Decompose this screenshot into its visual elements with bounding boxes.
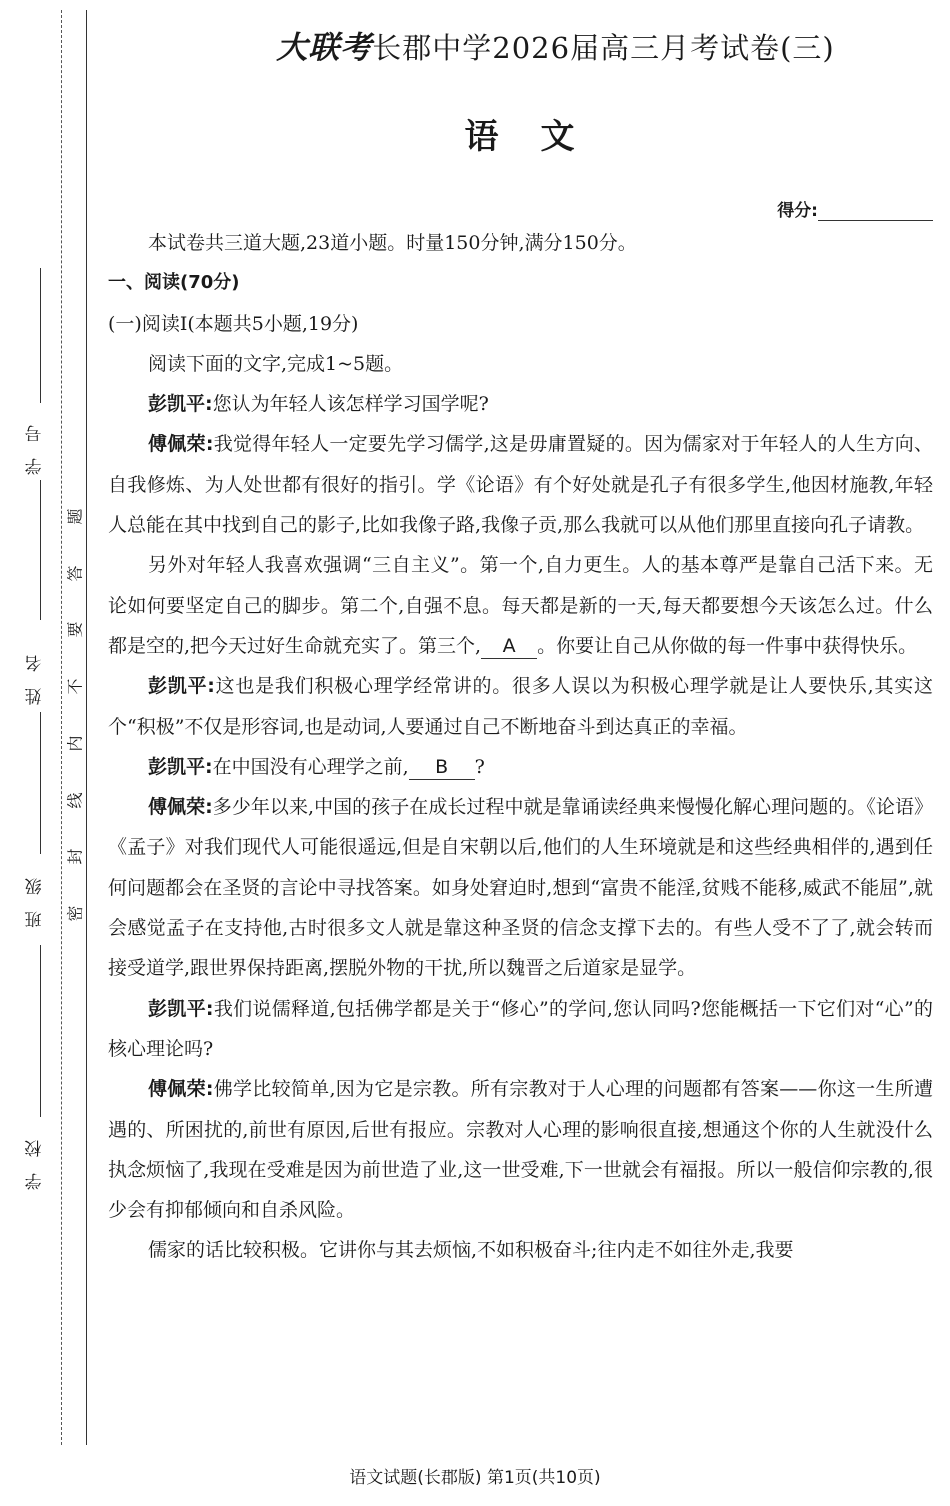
dialogue-text: 。你要让自己从你做的每一件事中获得快乐。 (537, 634, 918, 657)
subject-title: 语文 (464, 117, 617, 157)
dialogue-paragraph (108, 989, 933, 1070)
speaker-name: 彭凯平: (148, 997, 214, 1020)
solid-margin-line (86, 10, 87, 1445)
name-label: 姓名 (25, 639, 46, 705)
dialogue-paragraph (108, 1069, 933, 1230)
dialogue-text: 您认为年轻人该怎样学习国学呢? (212, 393, 489, 416)
class-field[interactable] (40, 712, 41, 854)
exam-title (178, 22, 933, 67)
exam-brand: 大联考 (276, 30, 373, 66)
seal-char: 答 (65, 565, 85, 582)
speaker-name: 傅佩荣: (148, 1078, 214, 1101)
student-id-field[interactable] (40, 268, 41, 403)
dialogue-text: 另外对年轻人我喜欢强调“三自主义”。第一个,自力更生。人的基本尊严是靠自己活下来。无论如何要坚定自己的脚步。第二个,自强不息。每天都是新的一天,每天都要想今天该怎么过。什么都是空的,把今天过好生命就充实了。第三个, (108, 554, 933, 657)
class-label: 班级 (25, 862, 46, 928)
exam-title-text: 长郡中学2026届高三月考试卷(三) (372, 31, 835, 65)
dialogue-paragraph (108, 424, 933, 545)
speaker-name: 傅佩荣: (148, 796, 213, 819)
dialogue-text: 我们说儒释道,包括佛学都是关于“修心”的学问,您认同吗?您能概括一下它们对“心”的核心理论吗? (108, 997, 933, 1060)
dialogue-paragraph (108, 545, 933, 666)
seal-char: 密 (65, 905, 85, 922)
seal-char: 封 (65, 848, 85, 865)
dialogue-text: 佛学比较简单,因为它是宗教。所有宗教对于人心理的问题都有答案——你这一生所遭遇的、所困扰的,前世有原因,后世有报应。宗教对人心理的影响很直接,想通这个你的人生就没什么执念烦恼了,我现在受难是因为前世造了业,这一世受难,下一世就会有福报。所以一般信仰宗教的,很少会有抑郁倾向和自杀风险。 (108, 1078, 933, 1222)
dialogue-paragraph (108, 384, 933, 424)
student-id-label: 学号 (25, 409, 46, 475)
dialogue-paragraph (108, 787, 933, 988)
score-row (108, 196, 933, 221)
speaker-name: 彭凯平: (148, 755, 213, 778)
dialogue-text: 儒家的话比较积极。它讲你与其去烦恼,不如积极奋斗;往内走不如往外走,我要 (148, 1239, 794, 1262)
dialogue-paragraph (108, 666, 933, 747)
blank-a: A (481, 634, 537, 659)
sub-section-heading: (一)阅读Ⅰ(本题共5小题,19分) (108, 312, 359, 335)
speaker-name: 彭凯平: (148, 393, 213, 416)
dialogue-text: 我觉得年轻人一定要先学习儒学,这是毋庸置疑的。因为儒家对于年轻人的人生方向、自我修炼、为人处世都有很好的指引。学《论语》有个好处就是孔子有很多学生,他因材施教,年轻人总能在其中找到自己的影子,比如我像子路,我像子贡,那么我就可以从他们那里直接向孔子请教。 (108, 433, 933, 537)
school-field[interactable] (40, 945, 41, 1117)
dialogue-text: ? (474, 755, 485, 778)
seal-line-notice (62, 505, 86, 925)
binding-margin (0, 0, 96, 1450)
reading-instruction: 阅读下面的文字,完成1~5题。 (148, 352, 404, 375)
seal-char: 题 (65, 508, 85, 525)
section-heading: 一、阅读(70分) (108, 272, 240, 294)
exam-page-content (108, 18, 933, 1271)
exam-intro: 本试卷共三道大题,23道小题。时量150分钟,满分150分。 (148, 232, 637, 254)
speaker-name: 傅佩荣: (148, 433, 214, 456)
blank-b: B (409, 755, 475, 780)
seal-char: 内 (65, 735, 85, 752)
seal-char: 要 (65, 621, 85, 638)
name-field[interactable] (40, 480, 41, 620)
page-footer: 语文试题(长郡版) 第1页(共10页) (349, 1468, 601, 1488)
dialogue-text: 多少年以来,中国的孩子在成长过程中就是靠诵读经典来慢慢化解心理问题的。《论语》《孟子》对我们现代人可能很遥远,但是自宋朝以后,他们的人生环境就是和这些经典相伴的,遇到任何问题都会在圣贤的言论中寻找答案。如身处窘迫时,想到“富贵不能淫,贫贱不能移,威武不能屈”,就会感觉孟子在支持他,古时很多文人就是靠这种圣贤的信念支撑下去的。有些人受不了了,就会转而接受道学,跟世界保持距离,摆脱外物的干扰,所以魏晋之后道家是显学。 (108, 796, 933, 980)
dialogue-paragraph (108, 1230, 933, 1270)
school-label: 学校 (25, 1124, 46, 1190)
seal-char: 线 (65, 792, 85, 809)
score-label: 得分: (777, 201, 818, 221)
dialogue-text: 在中国没有心理学之前, (212, 755, 409, 778)
score-field[interactable] (818, 202, 933, 221)
speaker-name: 彭凯平: (148, 675, 215, 698)
seal-char: 不 (65, 678, 85, 695)
dialogue-text: 这也是我们积极心理学经常讲的。很多人误以为积极心理学就是让人要快乐,其实这个“积极”不仅是形容词,也是动词,人要通过自己不断地奋斗到达真正的幸福。 (108, 675, 933, 738)
dialogue-paragraph (108, 747, 933, 787)
